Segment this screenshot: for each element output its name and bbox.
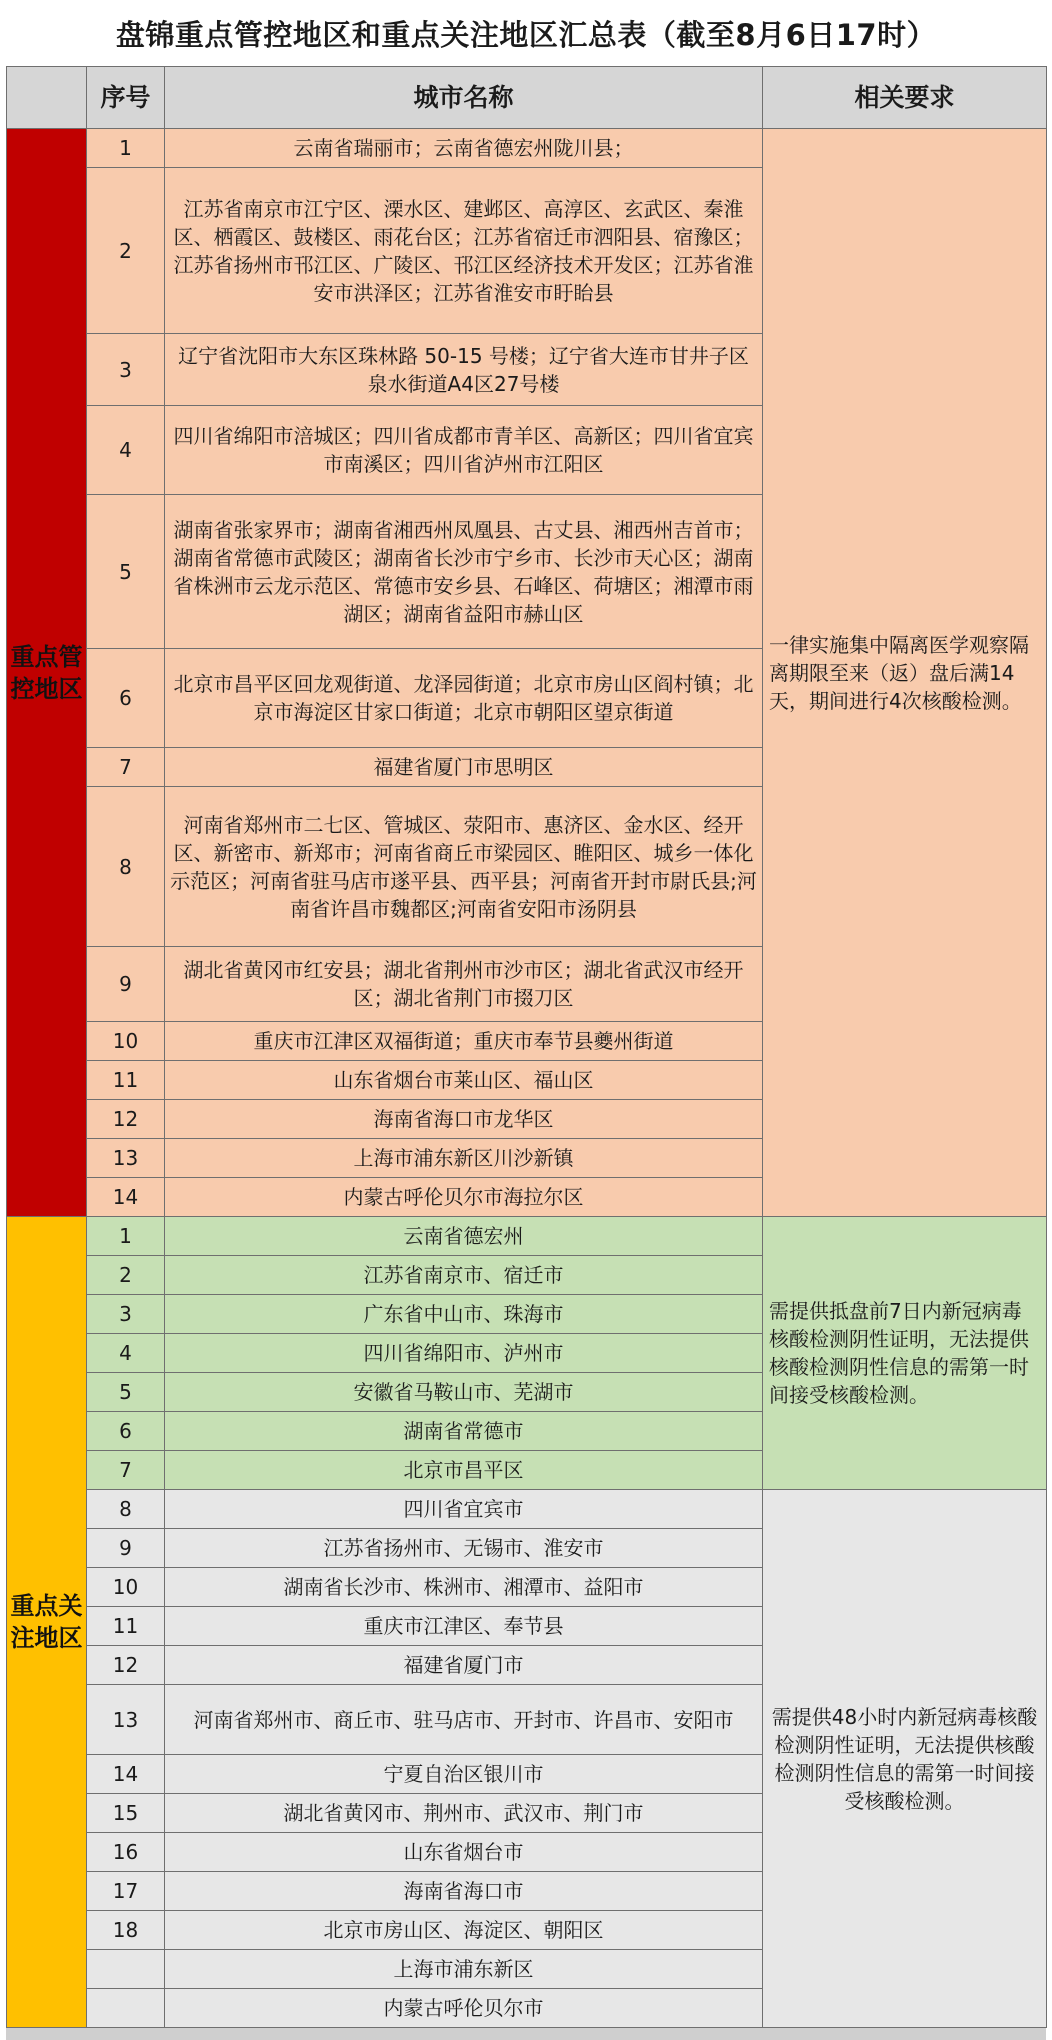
attention-zone-body	[7, 1217, 1047, 2028]
city-name: 河南省郑州市、商丘市、驻马店市、开封市、许昌市、安阳市	[165, 1685, 763, 1755]
city-name: 湖南省长沙市、株洲市、湘潭市、益阳市	[165, 1568, 763, 1607]
city-name: 河南省郑州市二七区、管城区、荥阳市、惠济区、金水区、经开区、新密市、新郑市；河南省商丘市梁园区、睢阳区、城乡一体化示范区；河南省驻马店市遂平县、西平县；河南省开封市尉氏县;河南省许昌市魏都区;河南省安阳市汤阴县	[165, 787, 763, 947]
row-number: 3	[87, 1295, 165, 1334]
zone-label-control: 重点管控地区	[7, 129, 87, 1217]
row-number: 6	[87, 649, 165, 748]
city-name: 内蒙古呼伦贝尔市海拉尔区	[165, 1178, 763, 1217]
row-number: 9	[87, 947, 165, 1022]
row-number: 12	[87, 1646, 165, 1685]
header-requirement: 相关要求	[763, 67, 1047, 129]
row-number: 3	[87, 334, 165, 406]
row-number	[87, 1950, 165, 1989]
summary-table	[6, 66, 1047, 2028]
row-number: 14	[87, 1755, 165, 1794]
city-name: 安徽省马鞍山市、芜湖市	[165, 1373, 763, 1412]
row-number: 5	[87, 1373, 165, 1412]
city-name: 福建省厦门市	[165, 1646, 763, 1685]
city-name: 宁夏自治区银川市	[165, 1755, 763, 1794]
city-name: 云南省瑞丽市；云南省德宏州陇川县；	[165, 129, 763, 168]
city-name: 山东省烟台市莱山区、福山区	[165, 1061, 763, 1100]
city-name: 海南省海口市龙华区	[165, 1100, 763, 1139]
city-name: 内蒙古呼伦贝尔市	[165, 1989, 763, 2028]
row-number: 4	[87, 1334, 165, 1373]
header-row	[7, 67, 1047, 129]
city-name: 北京市昌平区	[165, 1451, 763, 1490]
row-number: 7	[87, 1451, 165, 1490]
city-name: 海南省海口市	[165, 1872, 763, 1911]
row-number: 15	[87, 1794, 165, 1833]
city-name: 北京市房山区、海淀区、朝阳区	[165, 1911, 763, 1950]
row-number: 17	[87, 1872, 165, 1911]
city-name: 重庆市江津区双福街道；重庆市奉节县夔州街道	[165, 1022, 763, 1061]
city-name: 广东省中山市、珠海市	[165, 1295, 763, 1334]
zone-label-attention: 重点关注地区	[7, 1217, 87, 2028]
header-blank-cell	[7, 67, 87, 129]
row-number: 6	[87, 1412, 165, 1451]
requirement-attention-48h: 需提供48小时内新冠病毒核酸检测阴性证明，无法提供核酸检测阴性信息的需第一时间接受核酸检测。	[763, 1490, 1047, 2028]
requirement-control: 一律实施集中隔离医学观察隔离期限至来（返）盘后满14天，期间进行4次核酸检测。	[763, 129, 1047, 1217]
table-row	[7, 129, 1047, 168]
row-number: 1	[87, 1217, 165, 1256]
city-name: 上海市浦东新区	[165, 1950, 763, 1989]
row-number: 5	[87, 495, 165, 649]
city-name: 江苏省南京市、宿迁市	[165, 1256, 763, 1295]
row-number: 11	[87, 1607, 165, 1646]
city-name: 四川省宜宾市	[165, 1490, 763, 1529]
city-name: 北京市昌平区回龙观街道、龙泽园街道；北京市房山区阎村镇；北京市海淀区甘家口街道；北京市朝阳区望京街道	[165, 649, 763, 748]
city-name: 湖北省黄冈市、荆州市、武汉市、荆门市	[165, 1794, 763, 1833]
row-number: 16	[87, 1833, 165, 1872]
row-number: 18	[87, 1911, 165, 1950]
row-number: 10	[87, 1568, 165, 1607]
row-number: 13	[87, 1139, 165, 1178]
city-name: 福建省厦门市思明区	[165, 748, 763, 787]
table-row	[7, 1217, 1047, 1256]
requirement-attention-7day: 需提供抵盘前7日内新冠病毒核酸检测阴性证明，无法提供核酸检测阴性信息的需第一时间接受核酸检测。	[763, 1217, 1047, 1490]
city-name: 湖南省张家界市；湖南省湘西州凤凰县、古丈县、湘西州吉首市；湖南省常德市武陵区；湖南省长沙市宁乡市、长沙市天心区；湖南省株洲市云龙示范区、常德市安乡县、石峰区、荷塘区；湘潭市雨湖区；湖南省益阳市赫山区	[165, 495, 763, 649]
city-name: 云南省德宏州	[165, 1217, 763, 1256]
city-name: 重庆市江津区、奉节县	[165, 1607, 763, 1646]
city-name: 上海市浦东新区川沙新镇	[165, 1139, 763, 1178]
row-number: 10	[87, 1022, 165, 1061]
control-zone-body	[7, 129, 1047, 1217]
row-number: 12	[87, 1100, 165, 1139]
city-name: 四川省绵阳市、泸州市	[165, 1334, 763, 1373]
city-name: 辽宁省沈阳市大东区珠林路 50-15 号楼；辽宁省大连市甘井子区泉水街道A4区27号楼	[165, 334, 763, 406]
header-city: 城市名称	[165, 67, 763, 129]
row-number: 4	[87, 406, 165, 495]
row-number	[87, 1989, 165, 2028]
page-title: 盘锦重点管控地区和重点关注地区汇总表（截至8月6日17时）	[0, 0, 1052, 66]
header-num: 序号	[87, 67, 165, 129]
row-number: 9	[87, 1529, 165, 1568]
row-number: 8	[87, 787, 165, 947]
city-name: 江苏省南京市江宁区、溧水区、建邺区、高淳区、玄武区、秦淮区、栖霞区、鼓楼区、雨花台区；江苏省宿迁市泗阳县、宿豫区；江苏省扬州市邗江区、广陵区、邗江区经济技术开发区；江苏省淮安市洪泽区；江苏省淮安市盱眙县	[165, 168, 763, 334]
row-number: 14	[87, 1178, 165, 1217]
summary-sheet	[6, 66, 1046, 2040]
row-number: 7	[87, 748, 165, 787]
table-row	[7, 1490, 1047, 1529]
row-number: 8	[87, 1490, 165, 1529]
row-number: 2	[87, 1256, 165, 1295]
row-number: 13	[87, 1685, 165, 1755]
city-name: 湖南省常德市	[165, 1412, 763, 1451]
city-name: 湖北省黄冈市红安县；湖北省荆州市沙市区；湖北省武汉市经开区；湖北省荆门市掇刀区	[165, 947, 763, 1022]
city-name: 山东省烟台市	[165, 1833, 763, 1872]
row-number: 2	[87, 168, 165, 334]
city-name: 江苏省扬州市、无锡市、淮安市	[165, 1529, 763, 1568]
row-number: 1	[87, 129, 165, 168]
row-number: 11	[87, 1061, 165, 1100]
city-name: 四川省绵阳市涪城区；四川省成都市青羊区、高新区；四川省宜宾市南溪区；四川省泸州市江阳区	[165, 406, 763, 495]
